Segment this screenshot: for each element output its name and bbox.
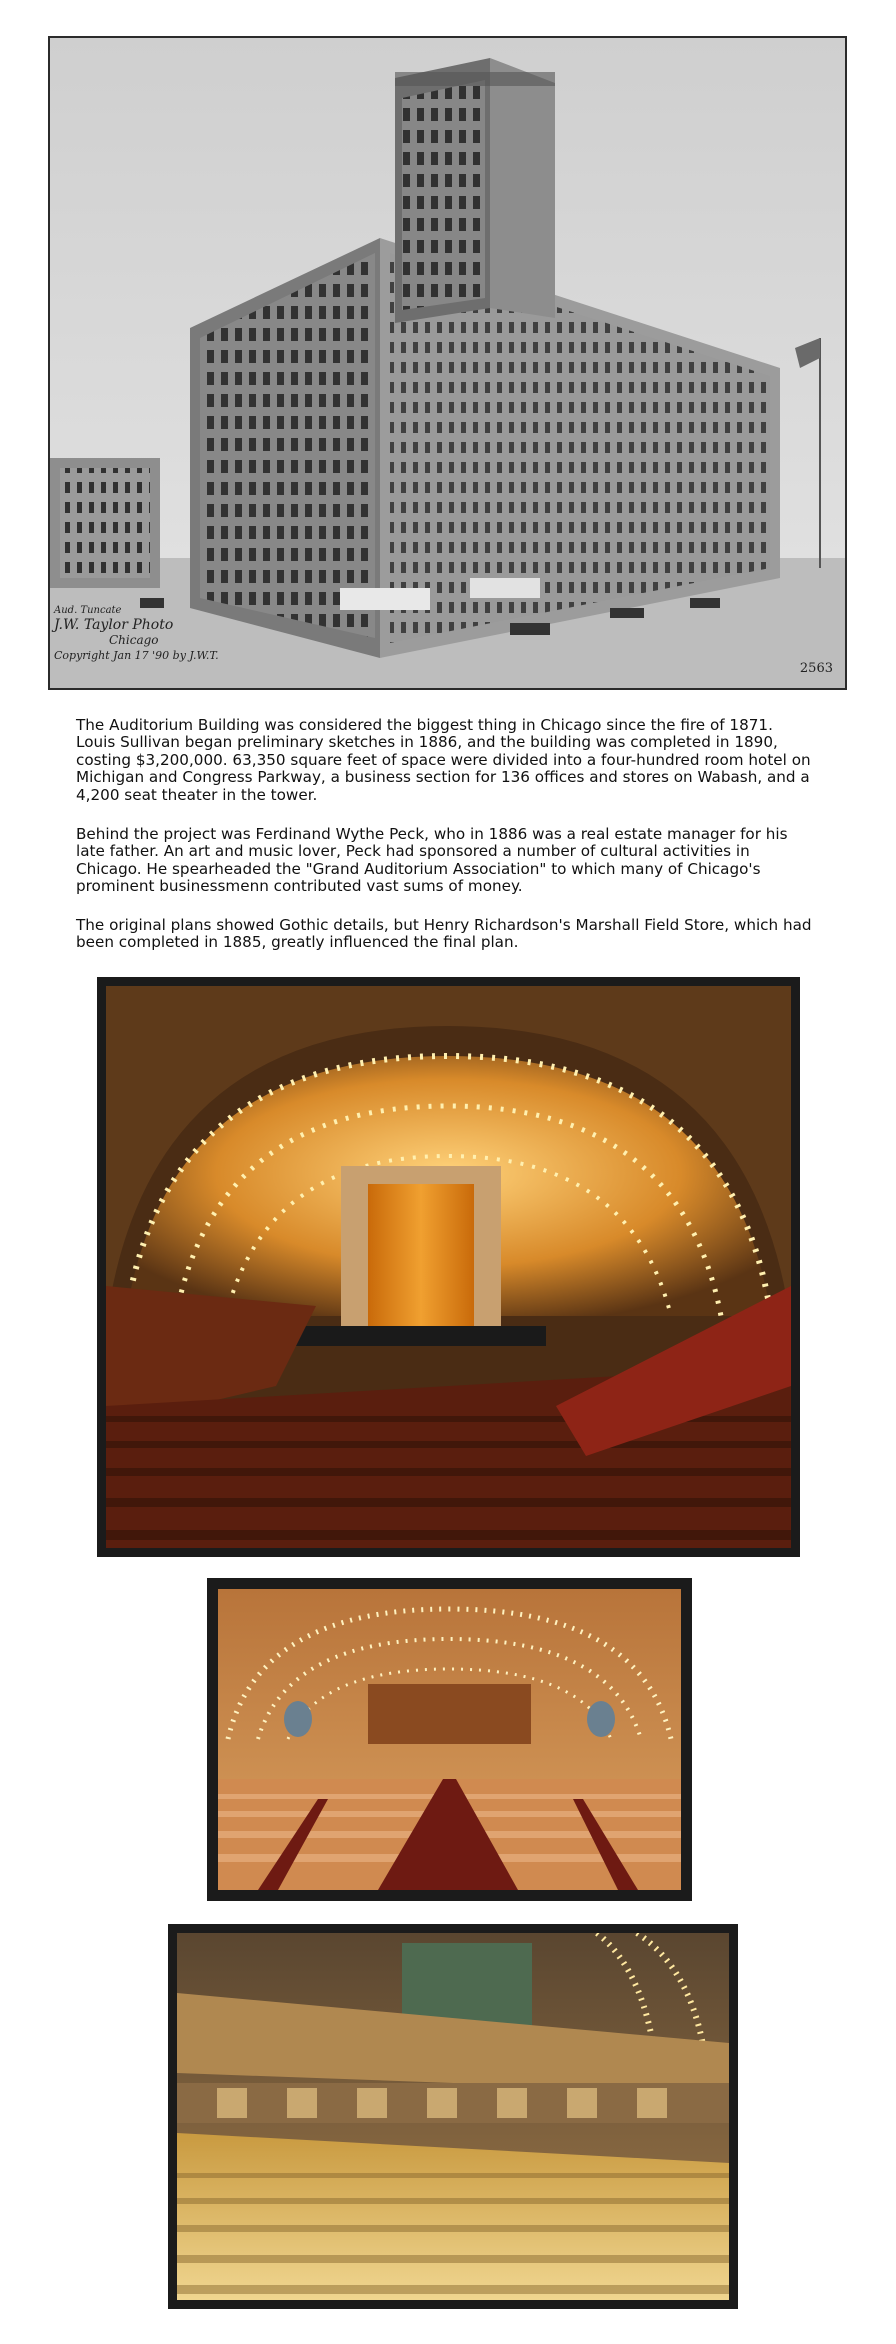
auditorium-building-engraving — [48, 36, 847, 690]
balcony-seating-photo — [168, 1924, 738, 2309]
article-paragraph: Behind the project was Ferdinand Wythe Peck, who in 1886 was a real estate manager for his late father. An art and music lover, Peck had sponsored a number of cultural activities in Chicago. He spearheaded the "Grand Auditorium Association" to which many of Chicago's prominent businessmenn contributed vast sums of money. — [76, 825, 788, 896]
auditorium-seating-photo — [207, 1578, 692, 1901]
engraving-illustration — [50, 38, 845, 688]
caption-line: Chicago — [109, 633, 159, 647]
balcony-seating-illustration — [177, 1933, 729, 2300]
plate-number: 2563 — [799, 661, 833, 676]
engraving-caption — [54, 603, 274, 663]
theater-interior-photo — [97, 977, 800, 1557]
article-paragraph: The Auditorium Building was considered the biggest thing in Chicago since the fire of 1871. Louis Sullivan began preliminary sketches in 1886, and the building was completed in 1890, costing $3,200,000. 63,350 square feet of space were divided into a four-hundred room hotel on Michigan and Congress Parkway, a business section for 136 offices and stores on Wabash, and a 4,200 seat theater in the tower. — [76, 716, 811, 804]
article-paragraph: The original plans showed Gothic details, but Henry Richardson's Marshall Field Store, which had been completed in 1885, greatly influenced the final plan. — [76, 916, 812, 952]
caption-line: Copyright Jan 17 '90 by J.W.T. — [54, 649, 219, 662]
caption-line: J.W. Taylor Photo — [54, 617, 174, 633]
caption-line: Aud. Tuncate — [54, 605, 122, 616]
auditorium-seating-illustration — [218, 1589, 681, 1890]
theater-stage-illustration — [106, 986, 791, 1548]
